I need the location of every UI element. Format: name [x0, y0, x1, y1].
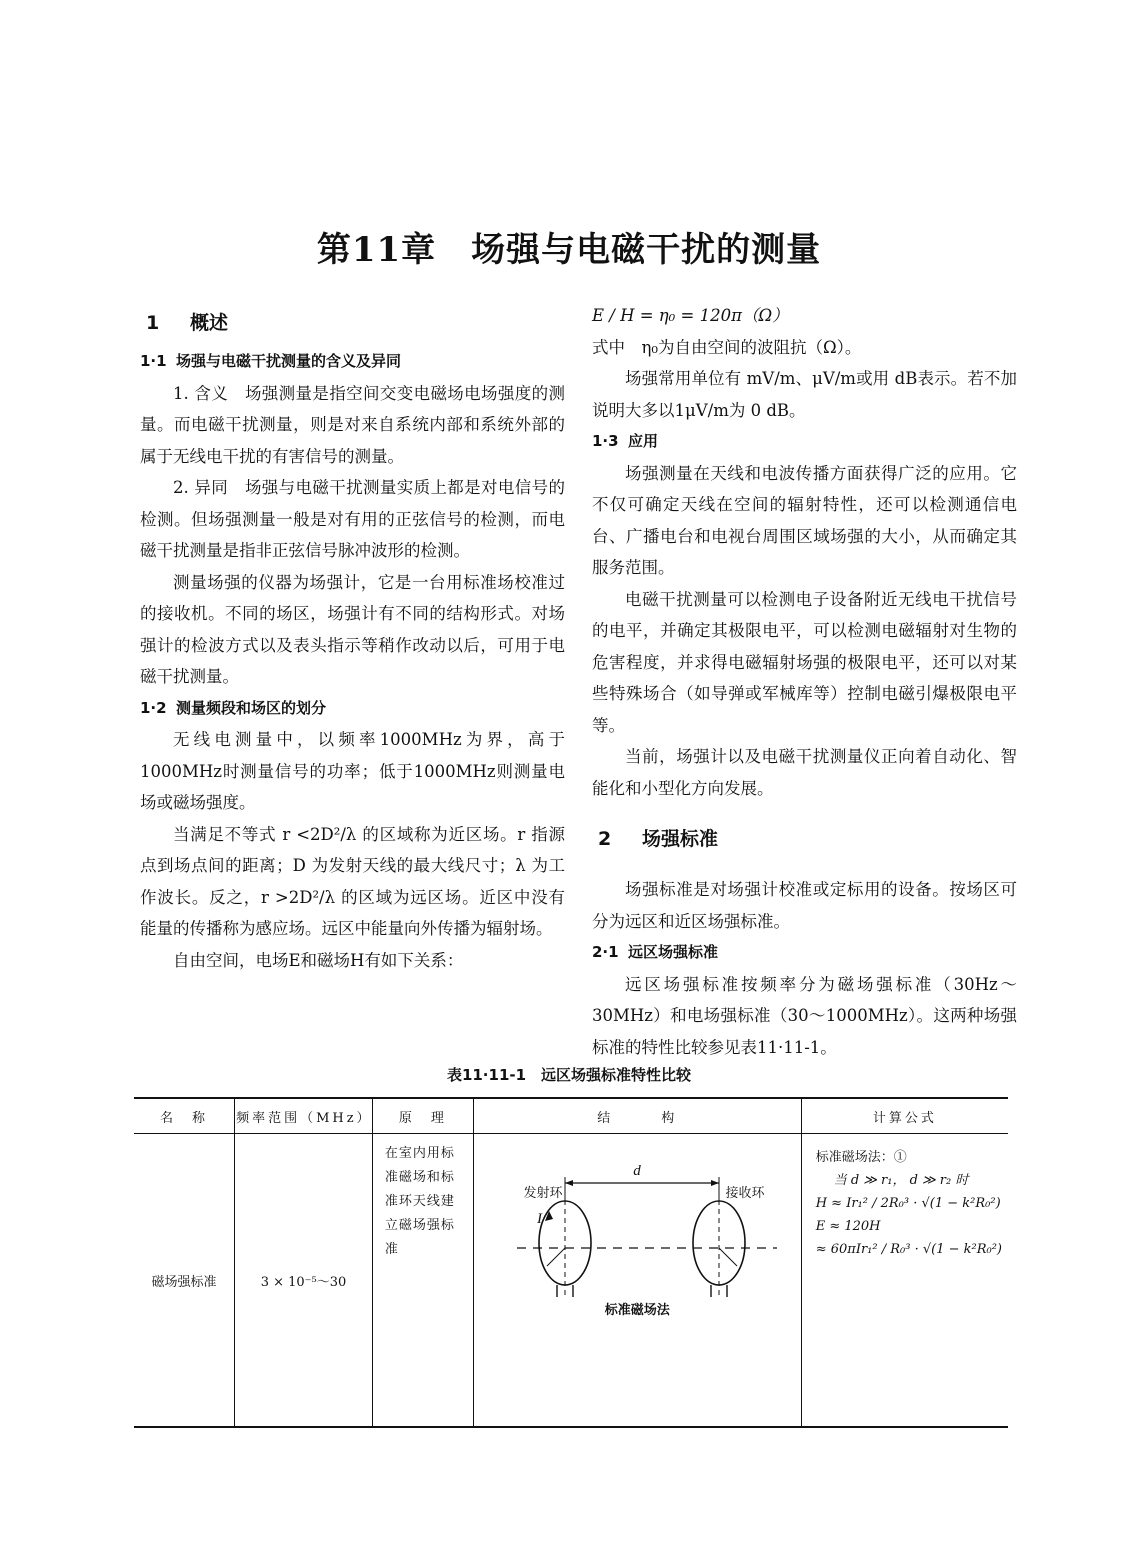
paragraph: 无线电测量中，以频率1000MHz为界，高于1000MHz时测量信号的功率；低于1000MHz则测量电场或磁场强度。 — [140, 730, 565, 812]
paragraph: 场强测量在天线和电波传播方面获得广泛的应用。它不仅可确定天线在空间的辐射特性，还可以检测通信电台、广播电台和电视台周围区域场强的大小，从而确定其服务范围。 — [592, 463, 1017, 577]
paragraph: 1. 含义 场强测量是指空间交变电磁场电场强度的测量。而电磁干扰测量，则是对来自系统内部和系统外部的属于无线电干扰的有害信号的测量。 — [140, 383, 565, 466]
principle-text: 在室内用标准磁场和标准环天线建立磁场强标准 — [384, 1146, 455, 1257]
table-caption: 表11·11-1 远区场强标准特性比较 — [446, 1066, 692, 1084]
structure-cell — [473, 1134, 801, 1428]
section-number: 2 — [598, 828, 612, 850]
formula-note: 式中 η₀为自由空间的波阻抗（Ω）。 — [592, 337, 862, 357]
subsection-number: 1·2 — [140, 698, 167, 717]
section-heading — [592, 816, 1017, 862]
standard-name: 磁场强标准 — [151, 1274, 217, 1290]
paragraph: 自由空间，电场E和磁场H有如下关系： — [173, 950, 464, 970]
paragraph: 当前，场强计以及电磁干扰测量仪正向着自动化、智能化和小型化方向发展。 — [592, 747, 1017, 798]
right-column — [592, 300, 1017, 1063]
paragraph: 远区场强标准按频率分为磁场强标准（30Hz～30MHz）和电场强标准（30～1000MHz）。这两种场强标准的特性比较参见表11·11-1。 — [592, 974, 1017, 1057]
subsection-heading — [592, 426, 1017, 458]
subsection-number: 1·3 — [592, 432, 619, 450]
transmit-loop-label: 发射环 — [523, 1185, 563, 1200]
column-header: 名 称 — [134, 1098, 235, 1134]
receive-loop-label: 接收环 — [725, 1185, 765, 1200]
subsection-number: 1·1 — [140, 352, 167, 370]
section-heading — [140, 300, 565, 346]
table-row — [134, 1134, 1008, 1428]
section-title: 场强标准 — [642, 828, 719, 850]
column-header: 频率范围（MHz） — [235, 1098, 373, 1134]
table-header-row — [134, 1098, 1008, 1134]
subsection-number: 2·1 — [592, 943, 619, 961]
section-number: 1 — [146, 312, 160, 334]
loop-antenna-diagram — [487, 1149, 787, 1299]
principle-cell — [372, 1134, 473, 1428]
section-title: 概述 — [190, 312, 229, 334]
frequency-range: 3 × 10⁻⁵～30 — [235, 1134, 373, 1428]
current-label: I — [537, 1211, 543, 1227]
paragraph: 测量场强的仪器为场强计，它是一台用标准场校准过的接收机。不同的场区，场强计有不同的结构形式。对场强计的检波方式以及表头指示等稍作改动以后，可用于电磁干扰测量。 — [140, 572, 565, 686]
paragraph: 当满足不等式 r <2D²/λ 的区域称为近区场。r 指源点到场点间的距离；D 为发射天线的最大线尺寸；λ 为工作波长。反之，r >2D²/λ 的区域为远区场。近区中没有能量的传播称为感应场。远区中能量向外传播为辐射场。 — [140, 824, 565, 938]
paragraph: 2. 异同 场强与电磁干扰测量实质上都是对电信号的检测。但场强测量一般是对有用的正弦信号的检测，而电磁干扰测量是指非正弦信号脉冲波形的检测。 — [140, 478, 565, 560]
subsection-heading — [140, 346, 565, 378]
subsection-heading — [140, 693, 565, 725]
subsection-title: 远区场强标准 — [628, 943, 719, 961]
paragraph: 场强标准是对场强计校准或定标用的设备。按场区可分为远区和近区场强标准。 — [592, 880, 1017, 931]
paragraph: 场强常用单位有 mV/m、μV/m或用 dB表示。若不加说明大多以1μV/m为 0 dB。 — [592, 369, 1017, 420]
impedance-formula: E / H = η₀ = 120π（Ω） — [592, 306, 789, 325]
subsection-heading — [592, 937, 1017, 969]
subsection-title: 应用 — [628, 432, 659, 450]
distance-label: d — [633, 1163, 642, 1179]
column-header: 结 构 — [473, 1098, 801, 1134]
formula-e: E ≈ 120H — [815, 1219, 881, 1234]
left-column — [140, 300, 565, 976]
standards-table — [134, 1097, 1008, 1428]
formula-h: H ≈ Ir₁² / 2R₀³ · √(1 − k²R₀²) — [815, 1196, 1001, 1211]
subsection-title: 测量频段和场区的划分 — [176, 698, 327, 717]
formula-condition: 当 d ≫ r₁， d ≫ r₂ 时 — [833, 1173, 969, 1188]
column-header: 计算公式 — [801, 1098, 1008, 1134]
formula-cell — [801, 1134, 1008, 1428]
paragraph: 电磁干扰测量可以检测电子设备附近无线电干扰信号的电平，并确定其极限电平，可以检测电磁辐射对生物的危害程度，并求得电磁辐射场强的极限电平，还可以对某些特殊场合（如导弹或军械库等）控制电磁引爆极限电平等。 — [592, 589, 1017, 735]
diagram-caption: 标准磁场法 — [604, 1302, 670, 1317]
formula-method: 标准磁场法：① — [815, 1150, 907, 1165]
subsection-title: 场强与电磁干扰测量的含义及异同 — [176, 352, 402, 370]
formula-e-expanded: ≈ 60πIr₁² / R₀³ · √(1 − k²R₀²) — [815, 1242, 1002, 1257]
column-header: 原 理 — [372, 1098, 473, 1134]
page-title: 第11章 场强与电磁干扰的测量 — [316, 230, 822, 270]
